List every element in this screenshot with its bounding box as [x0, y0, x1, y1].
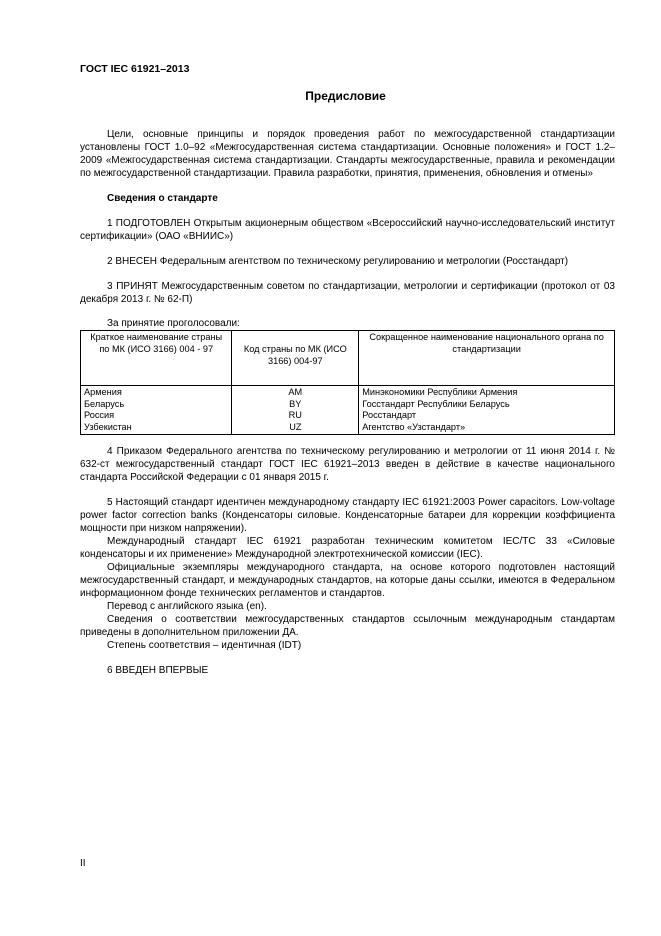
table-row-body: Агентство «Узстандарт»: [362, 421, 466, 432]
document-body: [80, 128, 615, 677]
standards-body-column: [359, 386, 615, 435]
voting-table-body: [81, 386, 615, 435]
header-country-code: [232, 331, 359, 386]
page-title: Предисловие: [305, 89, 386, 103]
table-row-code: AM: [288, 387, 303, 397]
voting-table: [80, 330, 615, 435]
item-5-developer: Международный стандарт IEC 61921 разработан техническим комитетом IEC/TC 33 «Силовые конденсаторы и их применение» Международной электротехнической комиссии (IEC).: [80, 536, 615, 560]
item-5-degree: Степень соответствия – идентичная (IDT): [107, 640, 302, 651]
intro-paragraph: Цели, основные принципы и порядок проведения работ по межгосударственной стандартизации установлены ГОСТ 1.0–92 «Межгосударственная система стандартизации. Основные положения» и ГОСТ 1.2–2009 «Межгосударственная система стандартизации. Стандарты межгосударственные, правила и рекомендации по межгосударственной стандартизации. Правила разработки, принятия, применения, обновления и отмены»: [80, 129, 615, 179]
voting-caption: За принятие проголосовали:: [107, 318, 240, 329]
standard-id-header: ГОСТ IEC 61921–2013: [80, 63, 190, 75]
item-5-identical: 5 Настоящий стандарт идентичен международному стандарту IEC 61921:2003 Power capacitors. Low-voltage power factor correction banks (Конденсаторы силовые. Конденсаторные батареи для коррекции коэффициента мощности при низком напряжении).: [80, 497, 615, 534]
voting-table-header-row: [81, 331, 615, 386]
country-name-column: [81, 386, 232, 435]
header-standards-body: Сокращенное наименование национального органа по стандартизации: [359, 331, 615, 386]
table-row-body: Минэкономики Республики Армения: [362, 387, 518, 397]
header-country-name: Краткое наименование страны по МК (ИСО 3166) 004 - 97: [81, 331, 232, 386]
item-4-order: 4 Приказом Федерального агентства по техническому регулированию и метрологии от 11 июня 2014 г. № 632-ст межгосударственный стандарт ГОСТ IEC 61921–2013 введен в действие в качестве национального стандарта Российской Федерации с 01 января 2015 г.: [80, 446, 615, 483]
item-5-correspondence: Сведения о соответствии межгосударственных стандартов ссылочным международным стандартам приведены в дополнительном приложении ДА.: [80, 614, 615, 638]
item-5-official-copies: Официальные экземпляры международного стандарта, на основе которого подготовлен настоящий межгосударственный стандарт, и международных стандартов, на которые даны ссылки, имеются в Федеральном информационном фонде технических регламентов и стандартов.: [80, 562, 615, 599]
table-row-code: BY: [289, 398, 302, 409]
page-number: II: [80, 858, 86, 869]
section-heading: Сведения о стандарте: [107, 193, 218, 204]
item-3-adopted: 3 ПРИНЯТ Межгосударственным советом по стандартизации, метрологии и сертификации (протокол от 03 декабря 2013 г. № 62-П): [80, 281, 615, 305]
table-row-country: Беларусь: [84, 398, 125, 409]
header-country-code-text: Код страны по МК (ИСО 3166) 004-97: [243, 344, 347, 366]
table-row-body: Госстандарт Республики Беларусь: [362, 398, 510, 409]
item-5-translation: Перевод с английского языка (en).: [107, 601, 267, 612]
table-row-code: RU: [288, 410, 302, 420]
table-row-country: Узбекистан: [84, 421, 132, 432]
table-row-code: UZ: [289, 421, 302, 432]
table-row-country: Россия: [84, 410, 115, 420]
table-row-body: Росстандарт: [362, 410, 417, 420]
country-code-column: [232, 386, 359, 435]
table-row-country: Армения: [84, 387, 122, 397]
item-2-introduced: 2 ВНЕСЕН Федеральным агентством по техническому регулированию и метрологии (Росстандарт): [107, 256, 569, 267]
item-6-first-introduced: 6 ВВЕДЕН ВПЕРВЫЕ: [107, 665, 209, 676]
item-1-prepared: 1 ПОДГОТОВЛЕН Открытым акционерным обществом «Всероссийский научно-исследовательский институт сертификации» (ОАО «ВНИИС»): [80, 218, 615, 242]
